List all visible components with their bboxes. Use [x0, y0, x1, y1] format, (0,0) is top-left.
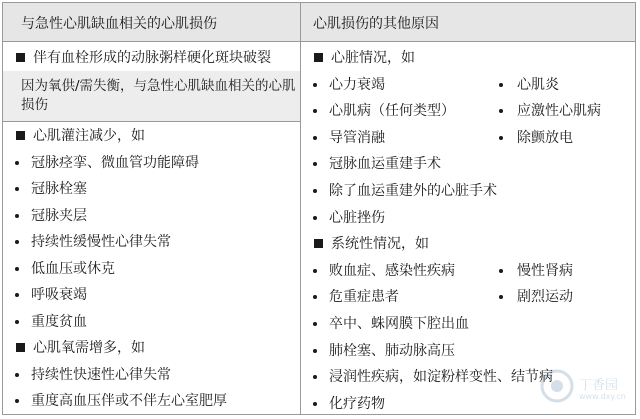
dot-bullet-icon	[499, 109, 503, 113]
item-text-secondary: 慢性肾病	[517, 262, 573, 279]
item-text: 心脏情况，如	[331, 50, 415, 66]
dot-bullet-icon	[313, 375, 317, 379]
watermark	[539, 368, 629, 408]
list-item	[301, 284, 631, 310]
left-subheader	[3, 71, 300, 121]
list-item	[301, 338, 631, 364]
item-text-secondary: 剧烈运动	[517, 289, 573, 306]
dot-bullet-icon	[313, 216, 317, 220]
item-text: 除了血运重建外的心脏手术	[329, 183, 497, 199]
item-text: 伴有血栓形成的动脉粥样硬化斑块破裂	[33, 50, 271, 66]
dot-bullet-icon	[499, 136, 503, 140]
list-item	[3, 45, 300, 71]
list-item	[301, 72, 631, 98]
list-item	[301, 258, 631, 284]
list-item	[3, 362, 333, 388]
list-item	[3, 388, 333, 414]
list-item	[3, 150, 333, 176]
dot-bullet-icon	[15, 399, 19, 403]
dot-bullet-icon	[499, 269, 503, 273]
item-text: 冠脉栓塞	[31, 181, 87, 197]
item-text: 低血压或休克	[31, 260, 115, 277]
right-header-text: 心肌损伤的其他原因	[313, 16, 439, 32]
item-text: 心肌氧需增多，如	[33, 340, 145, 356]
square-bullet-icon	[16, 53, 25, 62]
item-text: 冠脉痉挛、微血管功能障碍	[31, 154, 199, 171]
item-text: 心脏挫伤	[329, 209, 385, 226]
watermark-sub: www.dxy.cn	[579, 392, 626, 401]
square-bullet-icon	[314, 239, 323, 248]
list-item	[301, 125, 631, 151]
item-text: 重度贫血	[31, 313, 87, 330]
dot-bullet-icon	[15, 187, 19, 191]
dot-bullet-icon	[313, 189, 317, 193]
list-item	[301, 45, 631, 71]
dot-bullet-icon	[313, 83, 317, 87]
list-item	[3, 176, 333, 202]
item-text: 心肌灌注减少，如	[33, 128, 145, 144]
dot-bullet-icon	[15, 214, 19, 218]
square-bullet-icon	[16, 343, 25, 352]
left-header-text: 与急性心肌缺血相关的心肌损伤	[21, 16, 217, 32]
cause-table	[2, 2, 636, 415]
item-text-secondary: 除颤放电	[517, 129, 573, 146]
item-text: 冠脉血运重建手术	[329, 156, 441, 173]
dot-bullet-icon	[15, 267, 19, 271]
left-column-header	[3, 3, 300, 41]
item-text-secondary: 心肌炎	[517, 76, 559, 93]
list-item	[3, 309, 333, 335]
dot-bullet-icon	[313, 295, 317, 299]
list-item	[301, 231, 631, 257]
item-text: 系统性情况，如	[331, 236, 429, 253]
dot-bullet-icon	[15, 293, 19, 297]
list-item	[3, 335, 333, 361]
dot-bullet-icon	[499, 83, 503, 87]
item-text: 危重症患者	[329, 289, 399, 306]
right-column-header	[301, 3, 635, 41]
dot-bullet-icon	[15, 320, 19, 324]
item-text: 持续性缓慢性心律失常	[31, 234, 171, 250]
dot-bullet-icon	[313, 322, 317, 326]
item-text-secondary: 应激性心肌病	[517, 103, 601, 120]
list-item	[3, 256, 333, 282]
dot-bullet-icon	[15, 240, 19, 244]
dot-bullet-icon	[15, 161, 19, 165]
item-text: 呼吸衰竭	[31, 287, 87, 303]
item-text: 心力衰竭	[329, 76, 385, 93]
list-item	[3, 123, 333, 149]
dot-bullet-icon	[499, 295, 503, 299]
item-text: 重度高血压伴或不伴左心室肥厚	[31, 393, 227, 409]
header-divider	[3, 41, 635, 42]
subheader-text: 因为氧供/需失衡，与急性心肌缺血相关的心肌损伤	[21, 78, 296, 113]
list-item	[301, 98, 631, 124]
item-text: 持续性快速性心律失常	[31, 366, 171, 383]
dot-bullet-icon	[313, 136, 317, 140]
item-text: 冠脉夹层	[31, 207, 87, 224]
item-text: 浸润性疾病，如淀粉样变性、结节病	[329, 369, 553, 386]
item-text: 心肌病（任何类型）	[329, 103, 455, 120]
item-text: 肺栓塞、肺动脉高压	[329, 342, 455, 359]
square-bullet-icon	[16, 131, 25, 140]
list-item	[301, 178, 631, 204]
list-item	[301, 311, 631, 337]
list-item	[3, 229, 333, 255]
list-item	[3, 282, 333, 308]
dxy-logo-icon	[539, 368, 575, 404]
item-text: 败血症、感染性疾病	[329, 262, 455, 279]
list-item	[3, 203, 333, 229]
dot-bullet-icon	[15, 373, 19, 377]
subheader-bottom-divider	[3, 121, 300, 122]
dot-bullet-icon	[313, 109, 317, 113]
square-bullet-icon	[314, 53, 323, 62]
dot-bullet-icon	[313, 402, 317, 406]
watermark-text: 丁香园	[579, 378, 619, 393]
item-text: 导管消融	[329, 129, 385, 146]
dot-bullet-icon	[313, 269, 317, 273]
dot-bullet-icon	[313, 162, 317, 166]
dot-bullet-icon	[313, 349, 317, 353]
list-item	[301, 205, 631, 231]
item-text: 卒中、蛛网膜下腔出血	[329, 316, 469, 332]
list-item	[301, 151, 631, 177]
item-text: 化疗药物	[329, 395, 385, 412]
